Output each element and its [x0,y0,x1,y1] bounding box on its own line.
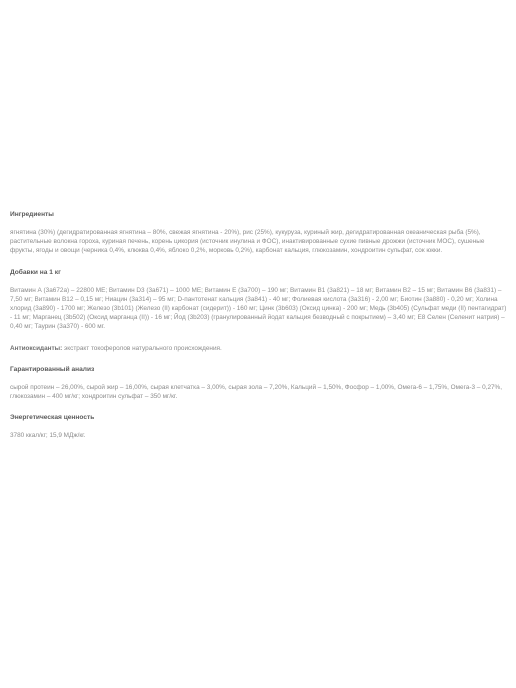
analysis-heading: Гарантированный анализ [10,365,95,373]
additives-text: Витамин А (3а672а) – 22800 МЕ; Витамин D3 (3а671) – 1000 МЕ; Витамин Е (3а700) – 190 мг; Витамин В1 (3а821) – 18 мг; Витамин В2 – 15 мг; Витамин В6 (3а831) – 7,50 мг; Витамин В12 – 0,15 мг; Ниацин (3а314) – 95 мг; D-пантотенат кальция (3а841) - 40 мг; Фолиевая кислота (3а316) - 2,00 мг; Биотин (3а880) - 0,20 мг; Холина хлорид (3а890) - 1700 мг; Железо (3b101) (Железо (II) карбонат (сидерит)) - 160 мг; Цинк (3b603) (Оксид цинка) - 200 мг; Медь (3b405) (Сульфат меди (II) пентагидрат) - 11 мг; Марганец (3b502) (Оксид марганца (II)) - 16 мг; Йод (3b203) (гранулированный йодат кальция безводный с покрытием) – 3,40 мг; E8 Селен (Селенит натрия) – 0,40 мг; Таурин (3а370) - 600 мг. [10,286,507,331]
antioxidants-label: Антиоксиданты: [10,344,63,352]
antioxidants-paragraph [10,344,510,353]
ingredients-heading: Ингредиенты [10,211,54,218]
additives-heading: Добавки на 1 кг [10,268,61,276]
antioxidants-text: экстракт токоферолов натурального происхождения. [62,344,222,352]
analysis-text: сырой протеин – 26,00%, сырой жир – 16,00%, сырая клетчатка – 3,00%, сырая зола – 7,20%, Кальций – 1,50%, Фосфор – 1,00%, Омега-6 – 1,75%, Омега-3 – 0,27%, глюкозамин – 400 мг/кг; хондроитин сульфат – 350 мг/кг. [10,383,503,401]
energy-heading: Энергетическая ценность [10,414,95,422]
energy-text: 3780 ккал/кг; 15,9 МДж/кг. [10,432,86,440]
ingredients-text: ягнятина (30%) (дегидратированная ягнятина – 80%, свежая ягнятина - 20%), рис (25%), кукуруза, куриный жир, дегидратированная океаническая рыба (5%), растительные волокна гороха, куриная печень, корень цикория (источник инулина и ФОС), инактивированные сухие пивные дрожжи (источник МОС), сушеные фрукты, ягоды и овощи (черника 0,4%, клюква 0,4%, яблоко 0,2%, морковь 0,2%), карбонат кальция, глюкозамин, хондроитин сульфат, сок юкки. [10,229,485,255]
product-description [10,210,510,452]
